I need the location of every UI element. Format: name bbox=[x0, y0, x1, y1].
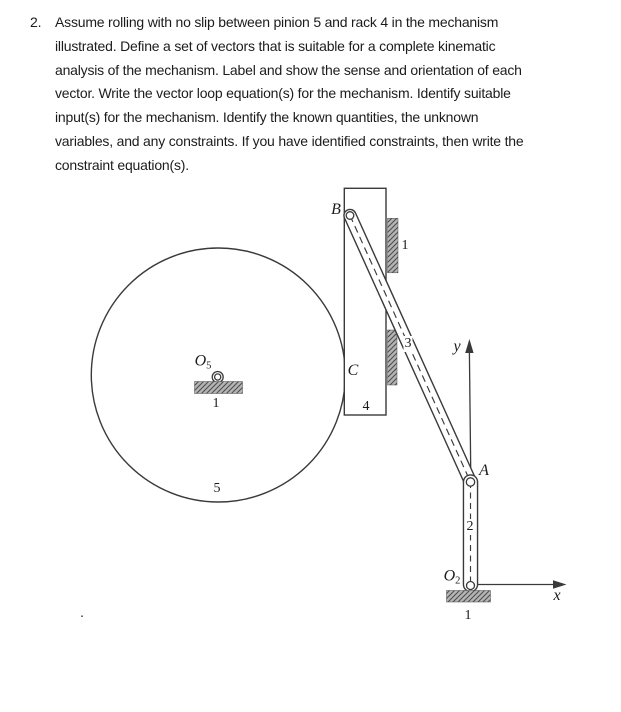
label-contact-c: C bbox=[347, 362, 359, 379]
label-ground-1-o2: 1 bbox=[464, 608, 472, 623]
pin-o5 bbox=[215, 374, 221, 380]
label-pivot-o2 bbox=[444, 568, 461, 587]
label-joint-b: B bbox=[331, 201, 341, 218]
pin-o2 bbox=[467, 582, 475, 590]
label-joint-a: A bbox=[479, 462, 489, 479]
problem-line: variables, and any constraints. If you have identified constraints, then write the bbox=[55, 132, 524, 149]
problem-line: vector. Write the vector loop equation(s) for the mechanism. Identify suitable bbox=[55, 85, 511, 102]
problem-line: Assume rolling with no slip between pinion 5 and rack 4 in the mechanism bbox=[55, 14, 499, 30]
label-y-axis: y bbox=[453, 338, 461, 355]
label-pinion-5: 5 bbox=[213, 481, 221, 496]
label-pivot-o5-base: O bbox=[194, 352, 207, 370]
problem-number: 2. bbox=[30, 14, 42, 30]
label-ground-1-top: 1 bbox=[401, 238, 409, 253]
label-x-axis: x bbox=[553, 587, 561, 604]
problem-line: analysis of the mechanism. Label and show the sense and orientation of each bbox=[55, 61, 522, 78]
ground-o2 bbox=[447, 591, 491, 603]
ground-o5 bbox=[195, 382, 243, 394]
label-ground-1-o5: 1 bbox=[212, 396, 220, 411]
guide-block-bottom bbox=[388, 330, 398, 385]
y-axis-arrowhead bbox=[465, 339, 473, 353]
problem-line: illustrated. Define a set of vectors that is suitable for a complete kinematic bbox=[55, 37, 496, 54]
guide-block-top bbox=[388, 218, 399, 272]
label-pivot-o5 bbox=[195, 353, 212, 372]
label-link-3: 3 bbox=[404, 336, 412, 351]
stray-period: . bbox=[80, 606, 84, 621]
label-pivot-o2-base: O bbox=[443, 567, 456, 585]
label-rack-4: 4 bbox=[362, 399, 370, 414]
problem-line: constraint equation(s). bbox=[55, 156, 189, 173]
pin-a bbox=[466, 478, 474, 486]
label-pivot-o2-sub: 2 bbox=[455, 575, 461, 587]
label-link-2: 2 bbox=[466, 519, 474, 534]
label-pivot-o5-sub: 5 bbox=[206, 360, 212, 372]
problem-line: input(s) for the mechanism. Identify the known quantities, the unknown bbox=[55, 109, 479, 126]
pin-b bbox=[346, 212, 354, 220]
